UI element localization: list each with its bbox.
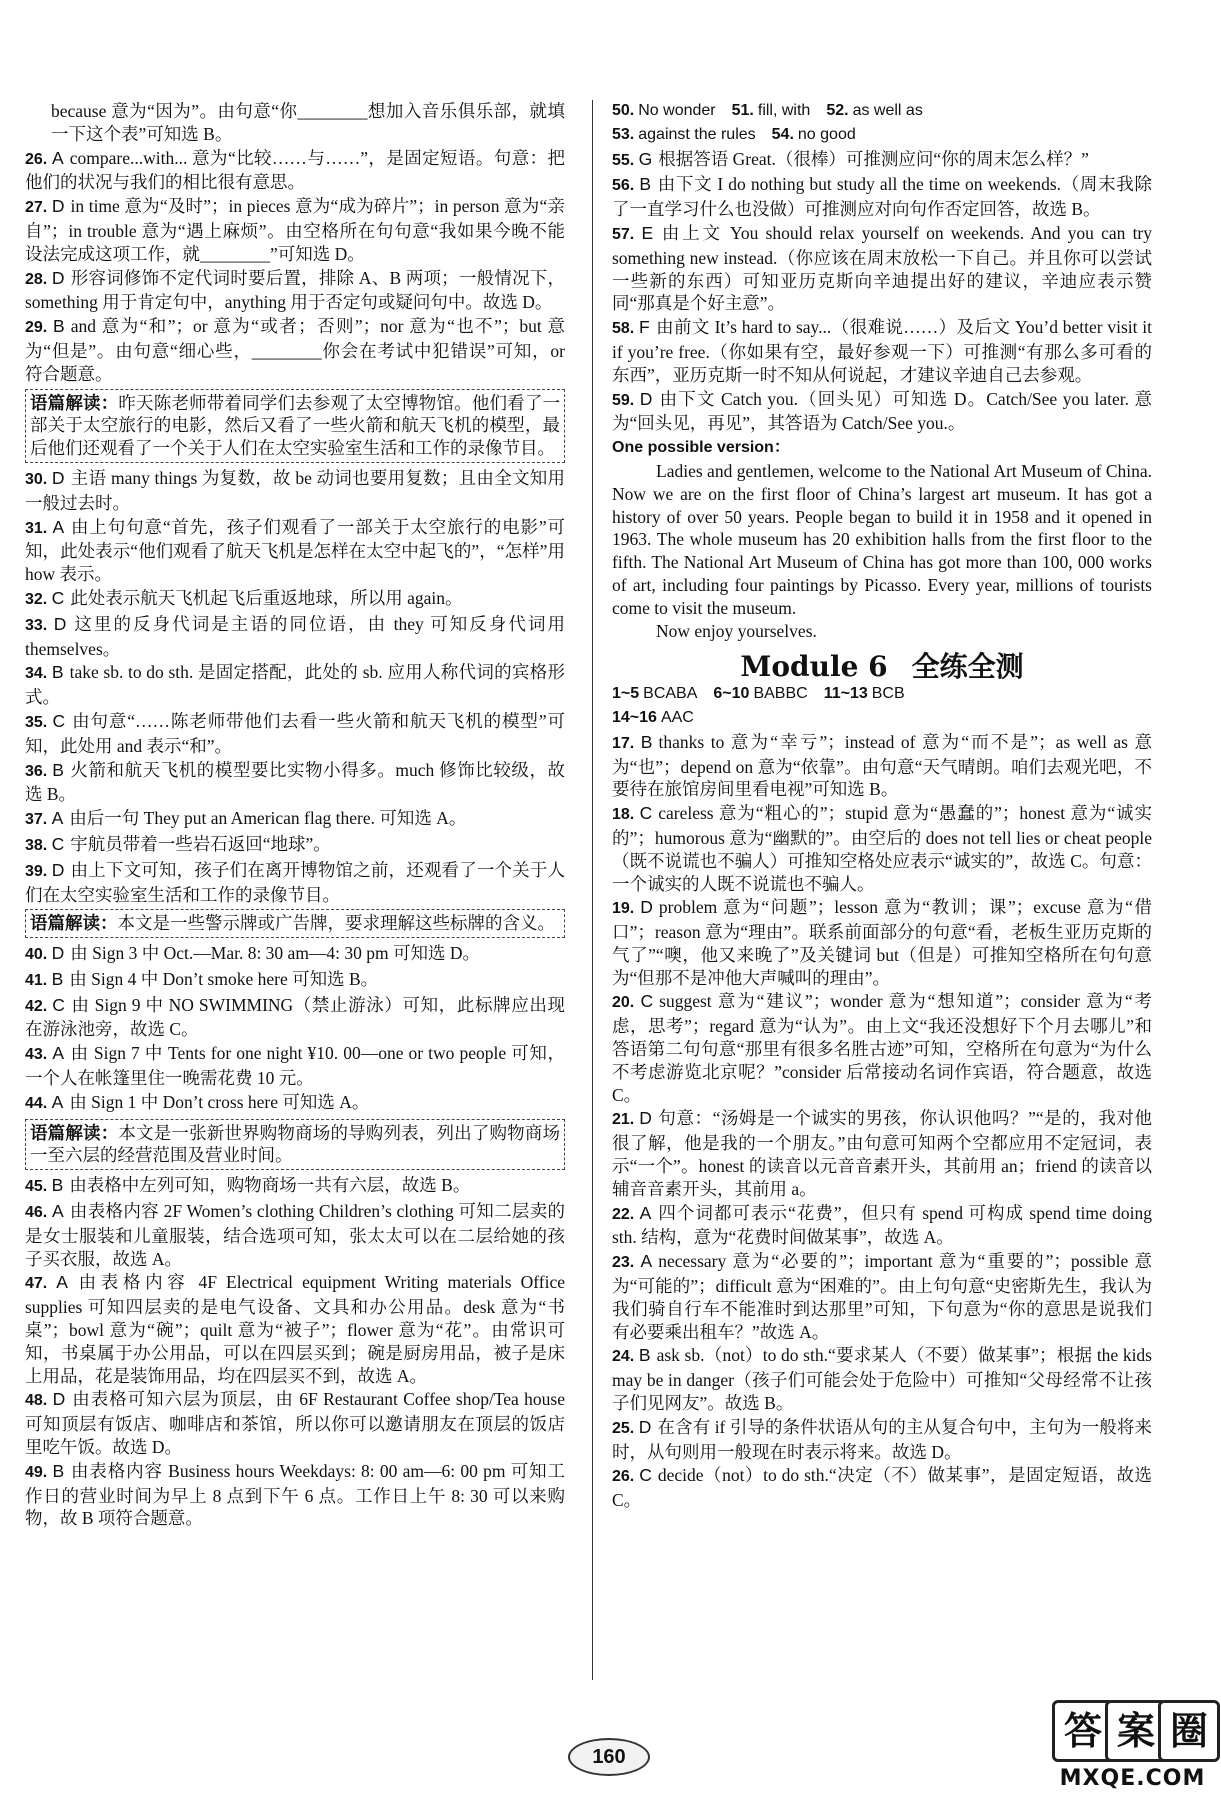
answer-choice: B — [51, 662, 64, 683]
answer-text: as well as — [852, 102, 923, 119]
answer-choice: B — [639, 174, 652, 195]
answer-choice: A — [51, 1201, 64, 1222]
answer-choice: C — [51, 833, 65, 854]
explanation-text: 由下文 Catch you.（回头见）可知选 D。Catch/See you later. 意为“回头见，再见”，其答语为 Catch/See you.。 — [612, 388, 1153, 434]
answer-item — [612, 1250, 1152, 1343]
explanation-text: suggest 意为“建议”；wonder 意为“想知道”；consider 意为“考虑，思考”；regard 意为“认为”。由上文“我还没想好下个月去哪儿”和答语第二句句意“那里有很多名胜古迹”可知，空格所在句意为“为什么不考虑游览北京呢？”consider 后常接动名词作宾语，符合题意，故选 C。 — [612, 991, 1153, 1105]
question-number: 28. — [25, 270, 48, 288]
explanation-text: in time 意为“及时”；in pieces 意为“成为碎片”；in person 意为“亲自”；in trouble 意为“遇上麻烦”。由空格所在句句意“我如果今晚不能设法完成这项工作，就________”可知选 D。 — [25, 196, 566, 264]
answer-item — [25, 710, 565, 758]
answer-choice: B — [638, 1345, 651, 1366]
explanation-text: 由表格内容 4F Electrical equipment Writing materials Office supplies 可知四层卖的是电气设备、文具和办公用品。desk 意为“书桌”；bowl 意为“碗”；quilt 意为“被子”；flower 意为“花”。由常识可知，书桌属于办公用品，可以在四层买到；碗是厨房用品，被子是床上用品，花是装饰用品，均在四层买不到，故选 A。 — [25, 1272, 565, 1386]
passage-note-text: 本文是一张新世界购物商场的导购列表，列出了购物商场一至六层的经营范围及营业时间。 — [30, 1122, 561, 1166]
watermark-logo — [1050, 1700, 1215, 1795]
answer-item — [25, 833, 565, 858]
answer-item — [612, 1202, 1152, 1250]
left-column — [25, 100, 565, 1531]
answer-item — [25, 147, 565, 195]
question-number: 23. — [612, 1254, 635, 1272]
answer-item — [25, 1200, 565, 1270]
explanation-text: and 意为“和”；or 意为“或者；否则”；nor 意为“也不”；but 意为“但是”。由句意“细心些，________你会在考试中犯错误”可知，or 符合题意。 — [25, 316, 566, 384]
short-answer-row — [612, 707, 1152, 730]
answer-choice: D — [51, 267, 65, 288]
answer-item — [25, 1091, 565, 1116]
explanation-text: 由表格内容 2F Women’s clothing Children’s clothing 可知二层卖的是女士服装和儿童服装，结合选项可知，张太太可以在二层给她的孩子买衣服，故选 A。 — [25, 1201, 565, 1269]
explanation-text: 由上文 You should relax yourself on weekends. And you can try something new instead.（你应该在周末放松一下自己。并且你可以尝试一些新的东西）可知亚历克斯向辛迪提出好的建议，辛迪应表示赞同“那真是个好主意”。 — [612, 222, 1153, 314]
explanation-text: 由上下文可知，孩子们在离开博物馆之前，还观看了一个关于人们在太空实验室生活和工作的录像节目。 — [25, 859, 566, 905]
question-number: 55. — [612, 151, 635, 169]
answer-item — [25, 587, 565, 612]
answer-choice: B — [640, 731, 653, 752]
answer-item — [612, 388, 1152, 436]
question-number: 6~10 — [713, 685, 750, 703]
explanation-text: 由 Sign 1 中 Don’t cross here 可知选 A。 — [69, 1091, 370, 1112]
answer-choice: D — [51, 943, 65, 964]
answer-item — [25, 661, 565, 709]
passage-note — [25, 1119, 565, 1171]
answer-choice: D — [51, 467, 65, 488]
question-number: 25. — [612, 1419, 635, 1437]
explanation-text: problem 意为“问题”；lesson 意为“教训；课”；excuse 意为“借口”；reason 意为“理由”。联系前面部分的句意“看，老板生亚历克斯的气了”“噢，他又来晚了”及关键词 but（但是）可推知空格所在句句意为“但那不是冲他大声喊叫的理由”。 — [612, 897, 1152, 988]
question-number: 17. — [612, 734, 635, 752]
answer-item — [25, 1460, 565, 1530]
answer-item — [25, 968, 565, 993]
answer-choice: D — [638, 1416, 652, 1437]
answer-item — [25, 859, 565, 907]
answer-text: no good — [797, 125, 856, 143]
explanation-text: 由 Sign 3 中 Oct.—Mar. 8: 30 am—4: 30 pm 可知选 D。 — [70, 943, 481, 964]
answer-choice: B — [51, 968, 64, 989]
question-number: 36. — [25, 762, 48, 780]
answer-choice: G — [638, 148, 653, 169]
explanation-text: thanks to 意为“幸亏”；instead of 意为“而不是”；as well as 意为“也”；depend on 意为“依靠”。由句意“天气晴朗。咱们去观光吧，不要待在旅馆房间里看电视”可知选 B。 — [612, 731, 1152, 800]
question-number: 29. — [25, 319, 48, 337]
answer-choice: A — [51, 1091, 64, 1112]
question-number: 22. — [612, 1205, 635, 1223]
answer-choice: D — [52, 1389, 66, 1410]
essay-paragraph: Ladies and gentlemen, welcome to the National Art Museum of China. Now we are on the first floor of China’s largest art museum. It has got a history of over 50 years. People began to build it in 1958 and it opened in 1963. The whole museum has 20 exhibition halls from the first floor to the fifth. The National Art Museum of China has got more than 100, 000 works of art, including four paintings by Picasso. Every year, millions of tourists come to visit the museum. — [612, 460, 1152, 618]
answer-choice: A — [52, 147, 64, 168]
module-heading — [612, 650, 1152, 684]
explanation-text: compare...with... 意为“比较……与……”，是固定短语。句意：把他们的状况与我们的相比很有意思。 — [25, 147, 566, 193]
module-title: Module 6 — [740, 650, 888, 684]
answer-choice: A — [56, 1272, 68, 1293]
watermark-char: 圈 — [1158, 1700, 1220, 1762]
answer-item — [612, 222, 1152, 315]
answer-item — [25, 807, 565, 832]
question-number: 1~5 — [612, 685, 640, 703]
explanation-text: 火箭和航天飞机的模型要比实物小得多。much 修饰比较级，故选 B。 — [25, 759, 565, 805]
answer-item — [612, 1344, 1152, 1414]
answer-item — [612, 896, 1152, 989]
explanation-text: 此处表示航天飞机起飞后重返地球，所以用 again。 — [70, 587, 463, 608]
question-number: 57. — [612, 225, 635, 243]
answer-item — [612, 990, 1152, 1106]
question-number: 53. — [612, 125, 635, 143]
answer-choice: B — [51, 1175, 64, 1196]
question-number: 31. — [25, 519, 48, 537]
question-number: 18. — [612, 806, 635, 824]
answer-choice: B — [52, 759, 64, 780]
question-number: 58. — [612, 320, 635, 338]
explanation-text: 在含有 if 引导的条件状语从句的主从复合句中，主句为一般将来时，从句则用一般现在时表示将来。故选 D。 — [612, 1416, 1152, 1462]
answer-item — [612, 316, 1152, 386]
answer-choice: D — [53, 613, 67, 634]
question-number: 19. — [612, 900, 635, 918]
explanation-text: 由表格中左列可知，购物商场一共有六层，故选 B。 — [69, 1175, 471, 1196]
explanation-text: 由 Sign 4 中 Don’t smoke here 可知选 B。 — [69, 968, 379, 989]
explanation-text: necessary 意为“必要的”；important 意为“重要的”；possible 意为“可能的”；difficult 意为“困难的”。由上句句意“史密斯先生，我认为我们骑自行车不能准时到达那里”可知，下句意为“你的意思是说我们有必要乘出租车？”故选 A。 — [612, 1251, 1153, 1342]
answer-item — [25, 1174, 565, 1199]
module-subtitle: 全练全测 — [911, 650, 1024, 684]
passage-note — [25, 909, 565, 938]
watermark-url: MXQE.COM — [1059, 1766, 1206, 1791]
answer-text: because 意为“因为”。由句意“你________想加入音乐俱乐部，就填一下这个表”可知选 B。 — [51, 101, 565, 144]
explanation-text: 由 Sign 9 中 NO SWIMMING（禁止游泳）可知，此标牌应出现在游泳池旁，故选 C。 — [25, 994, 566, 1040]
question-number: 42. — [25, 997, 48, 1015]
answer-item — [25, 1042, 565, 1090]
answer-choice: B — [52, 1460, 65, 1481]
question-number: 59. — [612, 391, 635, 409]
question-number: 33. — [25, 616, 48, 634]
answer-item — [25, 516, 565, 586]
answer-item — [25, 195, 565, 265]
question-number: 50. — [612, 102, 635, 119]
question-number: 45. — [25, 1178, 48, 1196]
answer-choice: A — [52, 1043, 64, 1064]
answer-text: BABBC — [753, 685, 808, 703]
answer-item — [25, 759, 565, 807]
answer-item — [612, 731, 1152, 801]
question-number: 43. — [25, 1046, 48, 1064]
question-number: 21. — [612, 1111, 635, 1129]
question-number: 46. — [25, 1204, 48, 1222]
explanation-text: 宇航员带着一些岩石返回“地球”。 — [70, 833, 331, 854]
answer-item — [25, 942, 565, 967]
answer-item — [25, 467, 565, 515]
right-column — [612, 100, 1152, 1513]
watermark-char: 答 — [1052, 1700, 1114, 1762]
passage-note-label: 语篇解读： — [30, 913, 118, 934]
answer-item — [25, 994, 565, 1042]
answer-item — [612, 1464, 1152, 1512]
answer-choice: D — [51, 196, 65, 217]
explanation-text: take sb. to do sth. 是固定搭配，此处的 sb. 应用人称代词的宾格形式。 — [25, 662, 565, 708]
question-number: 37. — [25, 811, 48, 829]
sample-essay — [612, 460, 1152, 642]
explanation-text: 由上句句意“首先，孩子们观看了一部关于太空旅行的电影”可知，此处表示“他们观看了航天飞机是怎样在太空中起飞的”，“怎样”用 how 表示。 — [25, 516, 565, 585]
column-divider — [592, 100, 593, 1680]
answer-choice: A — [51, 808, 64, 829]
answer-item — [612, 148, 1152, 173]
answer-choice: D — [640, 897, 653, 918]
answer-choice: C — [640, 991, 654, 1012]
answer-text: BCB — [871, 685, 905, 703]
passage-note-label: 语篇解读： — [30, 392, 119, 413]
explanation-text: 四个词都可表示“花费”，但只有 spend 可构成 spend time doing sth. 结构，意为“花费时间做某事”，故选 A。 — [612, 1202, 1153, 1248]
answer-text: against the rules — [638, 125, 756, 143]
page-number: 160 — [568, 1738, 650, 1776]
explanation-text: 由表格可知六层为顶层，由 6F Restaurant Coffee shop/Tea house 可知顶层有饭店、咖啡店和茶馆，所以你可以邀请朋友在顶层的饭店里吃午饭。故选 D。 — [25, 1389, 566, 1458]
question-number: 20. — [612, 994, 635, 1012]
answer-text: fill, with — [757, 102, 811, 119]
question-number: 35. — [25, 713, 48, 731]
explanation-text: ask sb.（not）to do sth.“要求某人（不要）做某事”；根据 the kids may be in danger（孩子们可能会处于危险中）可推知“父母经常不让孩子们见网友”。故选 B。 — [612, 1345, 1152, 1414]
answer-item — [612, 1416, 1152, 1464]
explanation-text: 由后一句 They put an American flag there. 可知选 A。 — [69, 808, 467, 829]
answer-choice: D — [639, 1108, 652, 1129]
question-number: 47. — [25, 1275, 48, 1293]
short-answer-row — [612, 683, 1152, 706]
question-number: 24. — [612, 1348, 635, 1366]
essay-title: One possible version： — [612, 439, 790, 457]
answer-choice: A — [640, 1251, 653, 1272]
question-number: 49. — [25, 1463, 48, 1481]
question-number: 54. — [771, 125, 794, 143]
question-number: 27. — [25, 199, 48, 217]
short-answer-row — [612, 100, 1152, 123]
answer-text: AAC — [660, 708, 694, 726]
explanation-text: 由 Sign 7 中 Tents for one night ¥10. 00—one or two people 可知，一个人在帐篷里住一晚需花费 10 元。 — [25, 1043, 566, 1089]
answer-text: BCABA — [643, 685, 698, 703]
passage-note-label: 语篇解读： — [30, 1122, 119, 1143]
question-number: 48. — [25, 1392, 48, 1410]
explanation-text: 这里的反身代词是主语的同位语，由 they 可知反身代词用 themselves。 — [25, 613, 565, 659]
answer-choice: C — [52, 710, 66, 731]
question-number: 40. — [25, 946, 48, 964]
explanation-text: 根据答语 Great.（很棒）可推测应问“你的周末怎么样？” — [658, 148, 1089, 169]
question-number: 56. — [612, 177, 635, 195]
answer-choice: A — [639, 1202, 652, 1223]
answer-choice: E — [641, 222, 654, 243]
explanation-text: decide（not）to do sth.“决定（不）做某事”，是固定短语，故选 C。 — [612, 1465, 1153, 1511]
explanation-text: 主语 many things 为复数，故 be 动词也要用复数；且由全文知用一般过去时。 — [25, 467, 565, 513]
explanation-text: 句意：“汤姆是一个诚实的男孩，你认识他吗？”“是的，我对他很了解，他是我的一个朋友。”由句意可知两个空都应用不定冠词，表示“一个”。honest 的读音以元音音素开头，其前用 an；friend 的读音以辅音音素开头，其前用 a。 — [612, 1108, 1152, 1199]
answer-item — [25, 613, 565, 661]
answer-item — [25, 267, 565, 315]
question-number: 30. — [25, 470, 48, 488]
question-number: 41. — [25, 971, 48, 989]
watermark-char: 案 — [1105, 1700, 1167, 1762]
answer-choice: F — [639, 317, 650, 338]
question-number: 51. — [731, 102, 754, 119]
answer-item — [612, 1107, 1152, 1200]
question-number: 34. — [25, 665, 48, 683]
answer-item — [612, 173, 1152, 221]
explanation-text: 由表格内容 Business hours Weekdays: 8: 00 am—6: 00 pm 可知工作日的营业时间为早上 8 点到下午 6 点。工作日上午 8: 30 可以来购物，故 B 项符合题意。 — [25, 1460, 565, 1529]
answer-text: No wonder — [638, 102, 716, 119]
answer-choice: C — [639, 1465, 652, 1486]
explanation-text: 由句意“……陈老师带他们去看一些火箭和航天飞机的模型”可知，此处用 and 表示“和”。 — [25, 710, 565, 756]
question-number: 32. — [25, 590, 48, 608]
passage-note-text: 本文是一些警示牌或广告牌，要求理解这些标牌的含义。 — [117, 913, 555, 934]
answer-choice: C — [639, 803, 653, 824]
answer-item — [25, 1388, 565, 1458]
answer-item — [25, 1271, 565, 1387]
essay-paragraph: Now enjoy yourselves. — [656, 620, 817, 641]
answer-choice: C — [52, 994, 65, 1015]
question-number: 44. — [25, 1094, 48, 1112]
question-number: 52. — [826, 102, 849, 119]
question-number: 26. — [25, 150, 48, 168]
answer-item — [612, 802, 1152, 895]
short-answer-row — [612, 124, 1152, 147]
answer-choice: D — [639, 388, 653, 409]
explanation-text: 由下文 I do nothing but study all the time on weekends.（周末我除了一直学习什么也没做）可推测应对向句作否定回答，故选 B。 — [612, 174, 1153, 220]
explanation-text: 形容词修饰不定代词时要后置，排除 A、B 两项；一般情况下，something 用于肯定句中，anything 用于否定句或疑问句中。故选 D。 — [25, 267, 566, 313]
explanation-text: 由前文 It’s hard to say...（很难说……）及后文 You’d better visit it if you’re free.（你如果有空，最好参观一下）可推测“有那么多可看的东西”，亚历克斯一时不知从何说起，才建议辛迪自己去参观。 — [612, 317, 1153, 385]
explanation-text: careless 意为“粗心的”；stupid 意为“愚蠢的”；honest 意为“诚实的”；humorous 意为“幽默的”。由空后的 does not tell lies or cheat people（既不说谎也不骗人）可推知空格处应表示“诚实的”，故选 C。句意：一个诚实的人既不说谎也不骗人。 — [612, 803, 1152, 894]
question-number: 39. — [25, 862, 48, 880]
question-number: 38. — [25, 836, 48, 854]
answer-item — [25, 315, 565, 385]
answer-choice: B — [53, 316, 65, 337]
question-number: 26. — [612, 1468, 635, 1486]
question-number: 11~13 — [823, 685, 868, 703]
answer-choice: C — [51, 587, 65, 608]
passage-note-text: 昨天陈老师带着同学们去参观了太空博物馆。他们看了一部关于太空旅行的电影，然后又看了一些火箭和航天飞机的模型，最后他们还观看了一个关于人们在太空实验室生活和工作的录像节目。 — [30, 392, 561, 459]
answer-choice: D — [51, 859, 65, 880]
answer-choice: A — [52, 516, 65, 537]
passage-note — [25, 389, 565, 463]
question-number: 14~16 — [612, 708, 657, 726]
